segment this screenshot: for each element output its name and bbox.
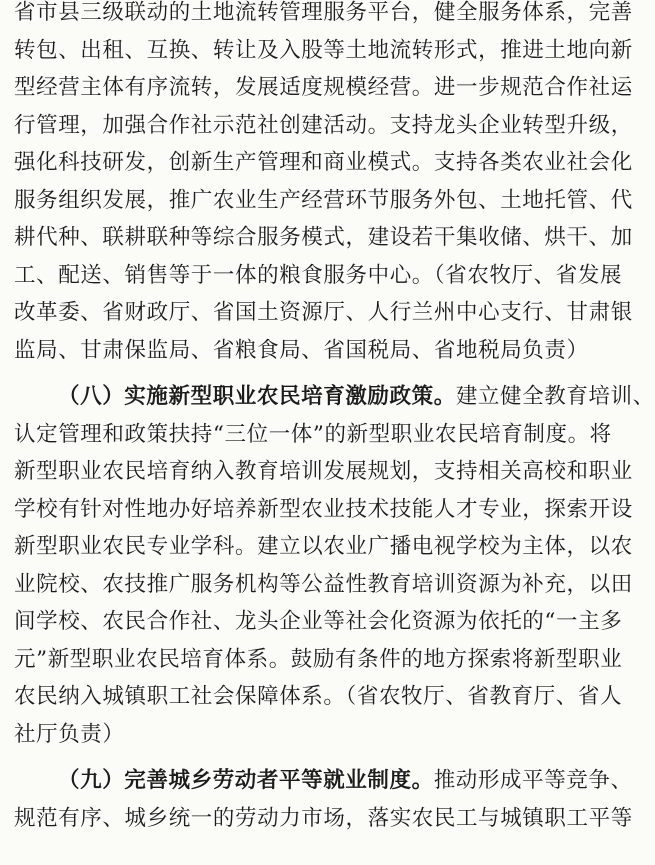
text-run: 建立健全教育培训、 — [455, 384, 655, 409]
text-line: 强化科技研发，创新生产管理和商业模式。支持各类农业社会化 — [14, 150, 633, 175]
text-line: 新型职业农民专业学科。建立以农业广播电视学校为主体，以农 — [14, 534, 633, 559]
text-line: 型经营主体有序流转，发展适度规模经营。进一步规范合作社运 — [14, 75, 633, 100]
text-line: 改革委、省财政厅、省国土资源厅、人行兰州中心支行、甘肃银 — [14, 300, 633, 325]
text-line: 新型职业农民培育纳入教育培训发展规划，支持相关高校和职业 — [14, 459, 633, 484]
paragraph-first-line — [14, 762, 633, 800]
text-run: 推动形成平等竞争、 — [433, 768, 633, 793]
text-line: 元”新型职业农民培育体系。鼓励有条件的地方探索将新型职业 — [14, 646, 623, 672]
text-line: 农民纳入城镇职工社会保障体系。（省农牧厅、省教育厅、省人 — [14, 684, 623, 709]
paragraph-3 — [14, 762, 633, 837]
text-line: 转包、出租、互换、转让及入股等土地流转形式，推进土地向新 — [14, 37, 633, 63]
text-line: 工、配送、销售等于一体的粮食服务中心。（省农牧厅、省发展 — [14, 262, 623, 288]
section-heading: （八）实施新型职业农民培育激励政策。 — [58, 384, 456, 409]
paragraph-1 — [14, 0, 633, 369]
section-heading: （九）完善城乡劳动者平等就业制度。 — [58, 768, 434, 793]
text-line: 监局、甘肃保监局、省粮食局、省国税局、省地税局负责） — [14, 337, 589, 363]
text-line: 间学校、农民合作社、龙头企业等社会化资源为依托的“一主多 — [14, 609, 623, 634]
text-line: 认定管理和政策扶持“三位一体”的新型职业农民培育制度。将 — [14, 421, 612, 447]
text-line: 规范有序、城乡统一的劳动力市场，落实农民工与城镇职工平等 — [14, 805, 633, 831]
text-line: 学校有针对性地办好培养新型农业技术技能人才专业，探索开设 — [14, 496, 633, 522]
paragraph-first-line — [14, 378, 655, 416]
text-line: 业院校、农技推广服务机构等公益性教育培训资源为补充，以田 — [14, 571, 633, 597]
text-line: 省市县三级联动的土地流转管理服务平台，健全服务体系，完善 — [14, 0, 633, 25]
text-line: 耕代种、联耕联种等综合服务模式，建设若干集收储、烘干、加 — [14, 225, 633, 250]
text-line: 社厅负责） — [14, 721, 125, 747]
text-line: 服务组织发展，推广农业生产经营环节服务外包、土地托管、代 — [14, 187, 633, 213]
paragraph-2 — [14, 378, 655, 753]
text-line: 行管理，加强合作社示范社创建活动。支持龙头企业转型升级， — [14, 112, 633, 138]
